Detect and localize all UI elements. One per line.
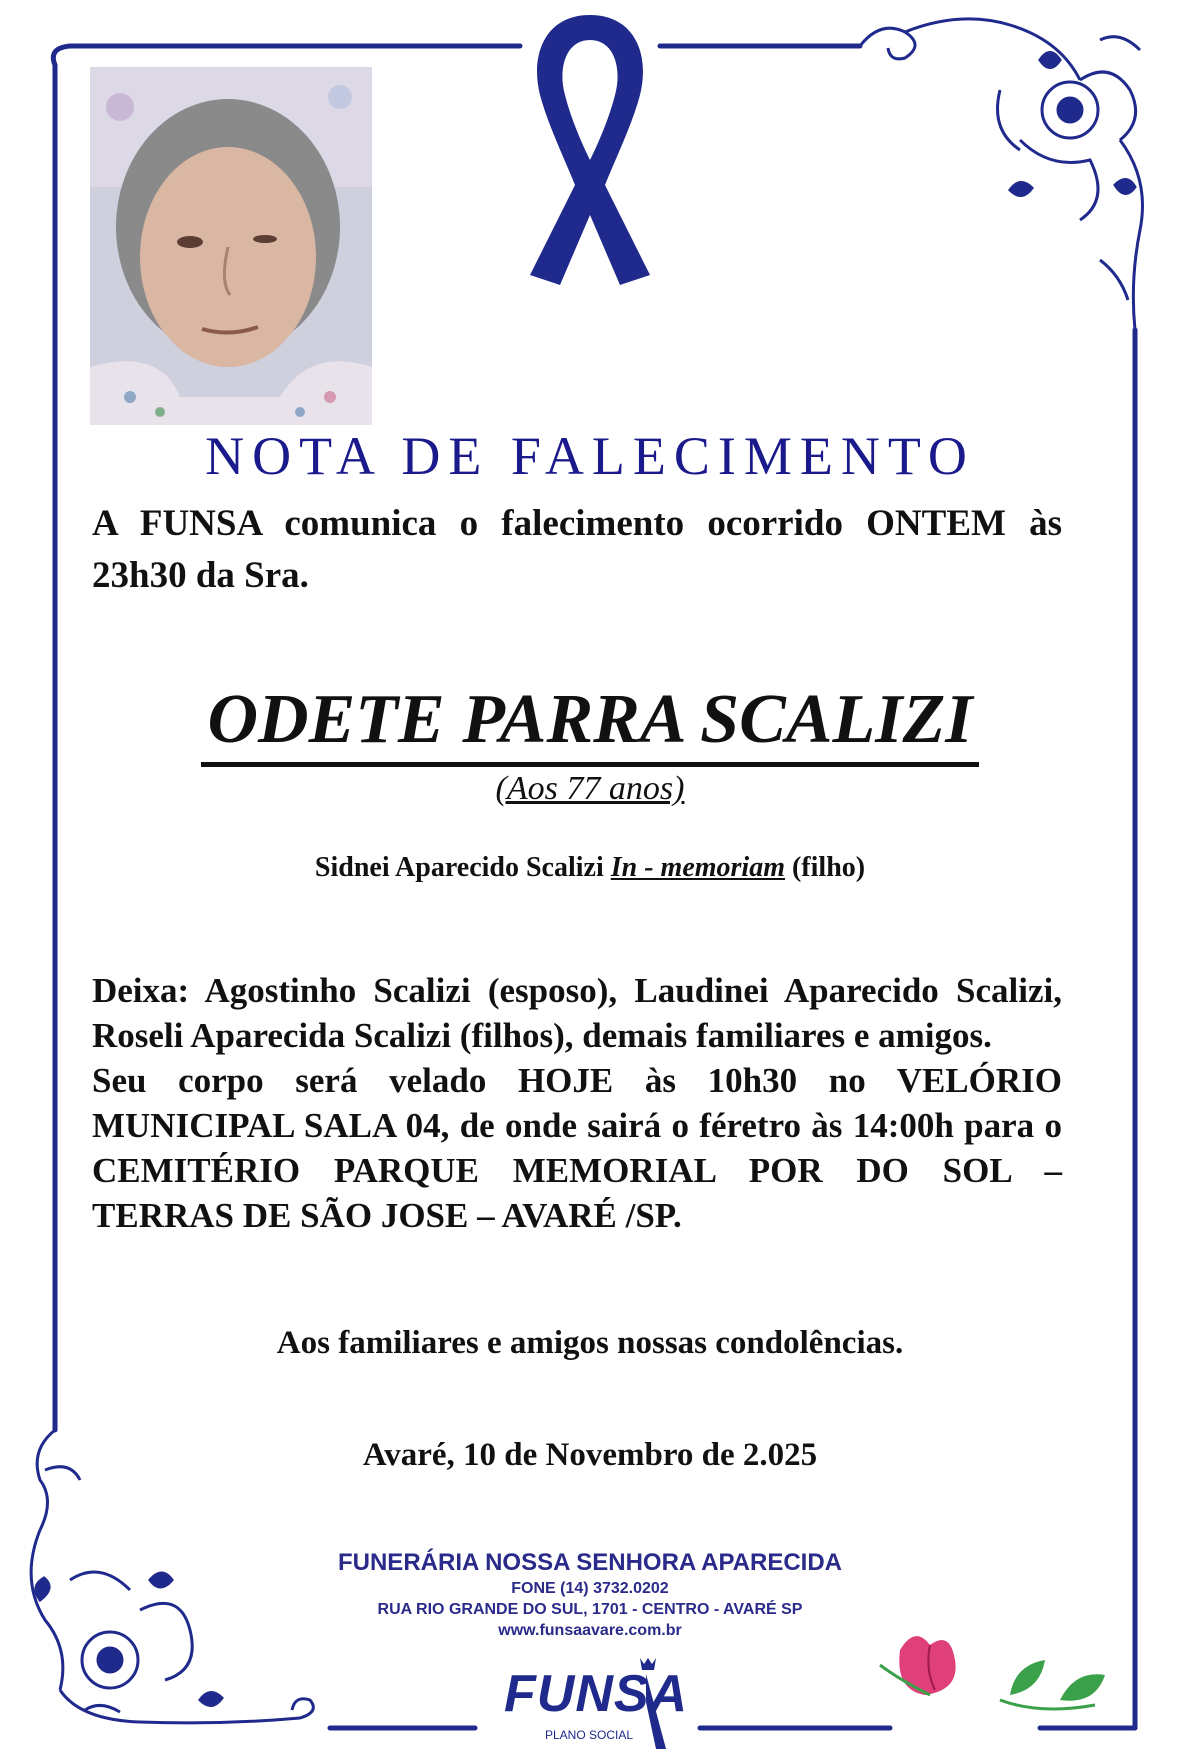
intro-paragraph: A FUNSA comunica o falecimento ocorrido ONTEM às 23h30 da Sra. [92, 503, 1062, 596]
funeral-home-website[interactable]: www.funsaavare.com.br [498, 1622, 682, 1639]
in-memoriam-line [90, 852, 1090, 884]
deceased-age: (Aos 77 anos) [495, 770, 685, 807]
memoriam-name: Sidnei Aparecido Scalizi [314, 852, 604, 883]
memoriam-relation: (filho) [791, 852, 866, 883]
deceased-name-block [90, 680, 1090, 767]
date-line: Avaré, 10 de Novembro de 2.025 [362, 1437, 818, 1473]
portrait-image [90, 67, 372, 425]
logo-subtitle: PLANO SOCIAL [544, 1728, 634, 1742]
leaf-icon [1000, 1660, 1105, 1709]
memoriam-tag: In - memoriam [610, 852, 785, 883]
funsa-logo [490, 1652, 690, 1749]
deceased-age-block [90, 770, 1090, 808]
deceased-name: ODETE PARRA SCALIZI [201, 680, 978, 767]
funeral-home-footer [270, 1548, 910, 1641]
obituary-body [92, 968, 1062, 1238]
rose-icon [880, 1636, 956, 1695]
logo-brand: FUNSA [504, 1665, 689, 1723]
funeral-home-name: FUNERÁRIA NOSSA SENHORA APARECIDA [337, 1549, 843, 1576]
awareness-ribbon-icon [530, 15, 650, 285]
condolences-line: Aos familiares e amigos nossas condolências. [276, 1325, 904, 1361]
funeral-home-phone: FONE (14) 3732.0202 [511, 1580, 669, 1597]
survivors-paragraph: Deixa: Agostinho Scalizi (esposo), Laudinei Aparecido Scalizi, Roseli Aparecida Scalizi (filhos), demais familiares e amigos. [92, 971, 1062, 1055]
top-right-ornament [860, 19, 1143, 330]
notice-title: NOTA DE FALECIMENTO [205, 426, 975, 486]
ceremony-paragraph: Seu corpo será velado HOJE às 10h30 no VELÓRIO MUNICIPAL SALA 04, de onde sairá o féretro às 14:00h para o CEMITÉRIO PARQUE MEMORIAL POR DO SOL – TERRAS DE SÃO JOSE – AVARÉ /SP. [92, 1061, 1062, 1235]
deceased-photo [90, 67, 372, 425]
funeral-home-address: RUA RIO GRANDE DO SUL, 1701 - CENTRO - AVARÉ SP [377, 1601, 803, 1618]
